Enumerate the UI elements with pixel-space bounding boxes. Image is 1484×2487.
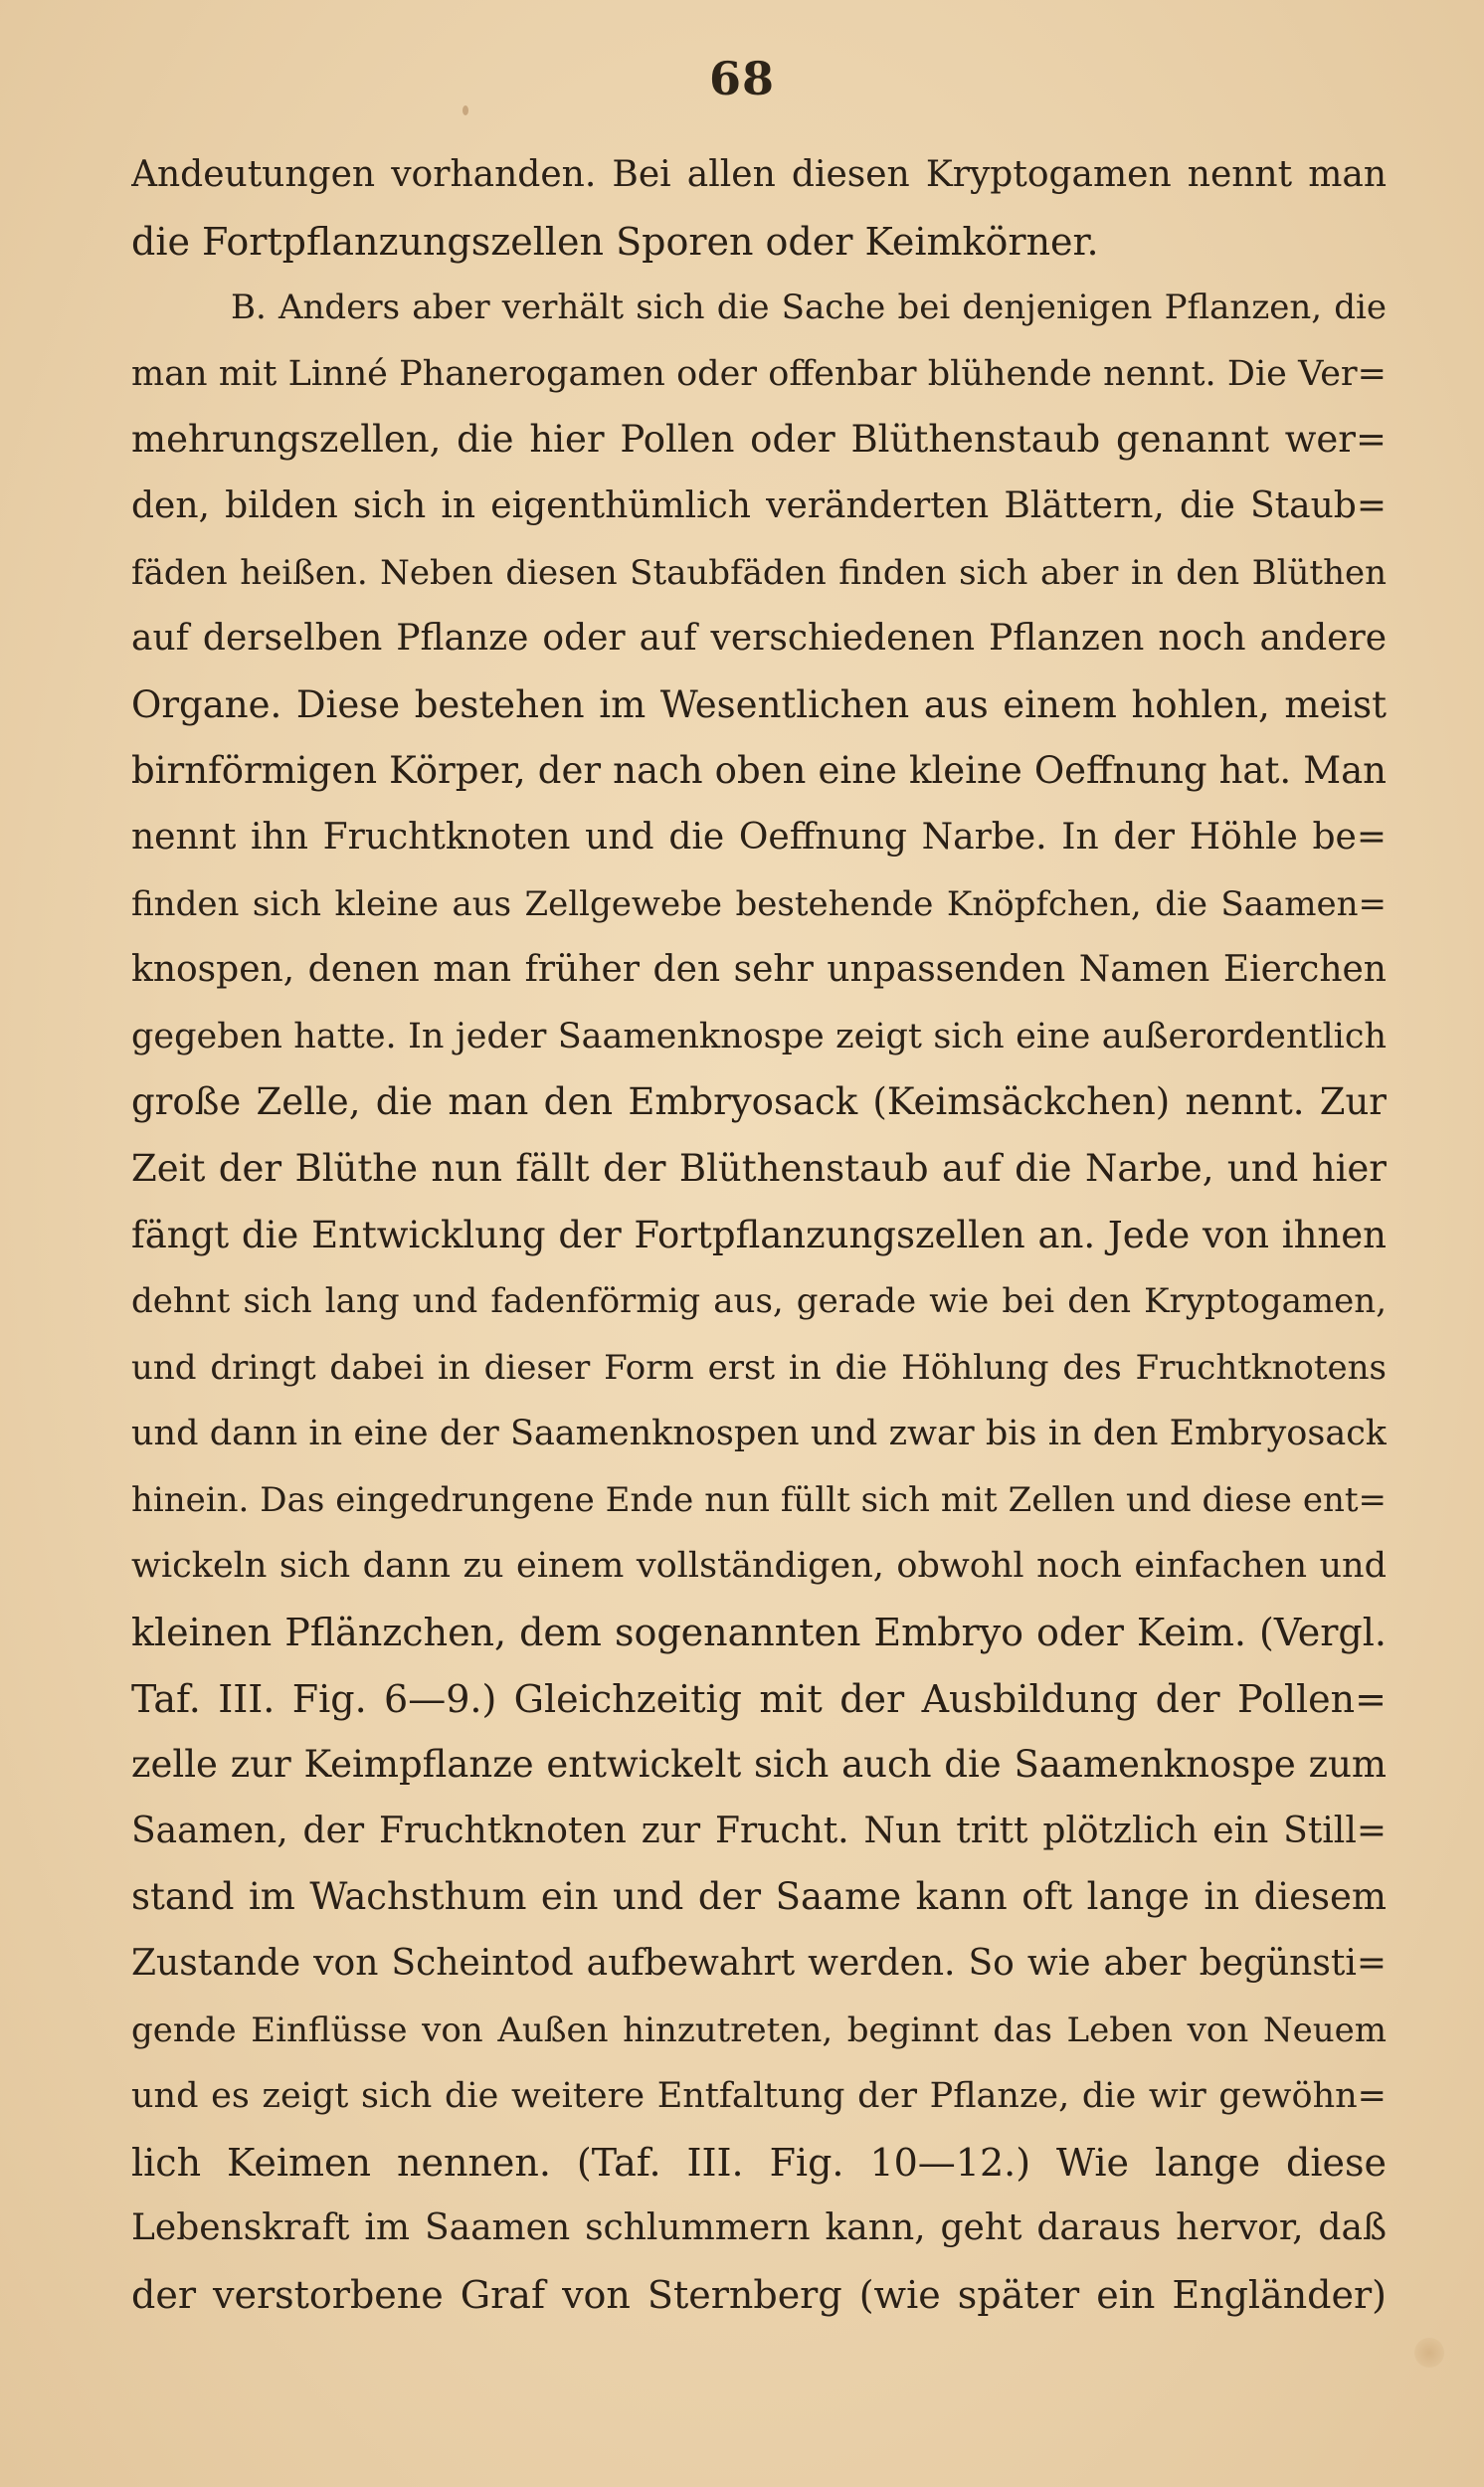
text-line: B. Anders aber verhält sich die Sache bei denjenigen Pflanzen, die [231,287,1387,328]
ink-speck [463,105,468,115]
text-line: Andeutungen vorhanden. Bei allen diesen Kryptogamen nennt man [131,154,1387,195]
text-line: fäden heißen. Neben diesen Staubfäden finden sich aber in den Blüthen [131,552,1387,593]
text-line: wickeln sich dann zu einem vollständigen, obwohl noch einfachen und [131,1546,1387,1587]
text-line: die Fortpflanzungszellen Sporen oder Keimkörner. [131,219,1099,264]
text-line: große Zelle, die man den Embryosack (Keimsäckchen) nennt. Zur [131,1080,1387,1124]
page-number: 68 [708,52,775,105]
text-line: dehnt sich lang und fadenförmig aus, gerade wie bei den Kryptogamen, [131,1281,1387,1322]
text-line: hinein. Das eingedrungene Ende nun füllt sich mit Zellen und diese ent= [131,1479,1387,1520]
text-line: stand im Wachsthum ein und der Saame kann oft lange in diesem [131,1875,1387,1919]
body-text [131,142,1387,2329]
text-line: mehrungszellen, die hier Pollen oder Blüthenstaub genannt wer= [131,418,1387,462]
text-line: Zeit der Blüthe nun fällt der Blüthenstaub auf die Narbe, und hier [131,1146,1387,1190]
text-line: knospen, denen man früher den sehr unpassenden Namen Eierchen [131,949,1387,991]
text-line: gende Einflüsse von Außen hinzutreten, beginnt das Leben von Neuem [131,2009,1387,2050]
text-line: auf derselben Pflanze oder auf verschiedenen Pflanzen noch andere [131,618,1387,660]
text-line: den, bilden sich in eigenthümlich veränderten Blättern, die Staub= [131,484,1387,526]
text-line: finden sich kleine aus Zellgewebe bestehende Knöpfchen, die Saamen= [131,883,1387,924]
text-line: gegeben hatte. In jeder Saamenknospe zeigt sich eine außerordentlich [131,1016,1387,1056]
text-line: man mit Linné Phanerogamen oder offenbar blühende nennt. Die Ver= [131,353,1387,394]
text-line: und dann in eine der Saamenknospen und zwar bis in den Embryosack [131,1414,1387,1454]
text-line: und dringt dabei in dieser Form erst in die Höhlung des Fruchtknotens [131,1347,1387,1388]
text-line: Lebenskraft im Saamen schlummern kann, geht daraus hervor, daß [131,2207,1387,2249]
text-line: fängt die Entwicklung der Fortpflanzungszellen an. Jede von ihnen [131,1213,1387,1256]
text-line: nennt ihn Fruchtknoten und die Oeffnung Narbe. In der Höhle be= [131,816,1387,858]
text-line: kleinen Pflänzchen, dem sogenannten Embryo oder Keim. (Vergl. [131,1611,1387,1655]
text-line: zelle zur Keimpflanze entwickelt sich auch die Saamenknospe zum [131,1743,1387,1787]
text-line: und es zeigt sich die weitere Entfaltung der Pflanze, die wir gewöhn= [131,2076,1387,2117]
text-line: Zustande von Scheintod aufbewahrt werden. So wie aber begünsti= [131,1943,1387,1985]
text-line: Organe. Diese bestehen im Wesentlichen aus einem hohlen, meist [131,682,1387,726]
paper-stain [1414,2338,1444,2368]
text-line: lich Keimen nennen. (Taf. III. Fig. 10—12.) Wie lange diese [131,2140,1387,2185]
text-line: Taf. III. Fig. 6—9.) Gleichzeitig mit der Ausbildung der Pollen= [131,1676,1387,1721]
text-line: Saamen, der Fruchtknoten zur Frucht. Nun tritt plötzlich ein Still= [131,1810,1387,1851]
text-line: der verstorbene Graf von Sternberg (wie später ein Engländer) [131,2273,1387,2317]
text-line: birnförmigen Körper, der nach oben eine kleine Oeffnung hat. Man [131,749,1387,793]
